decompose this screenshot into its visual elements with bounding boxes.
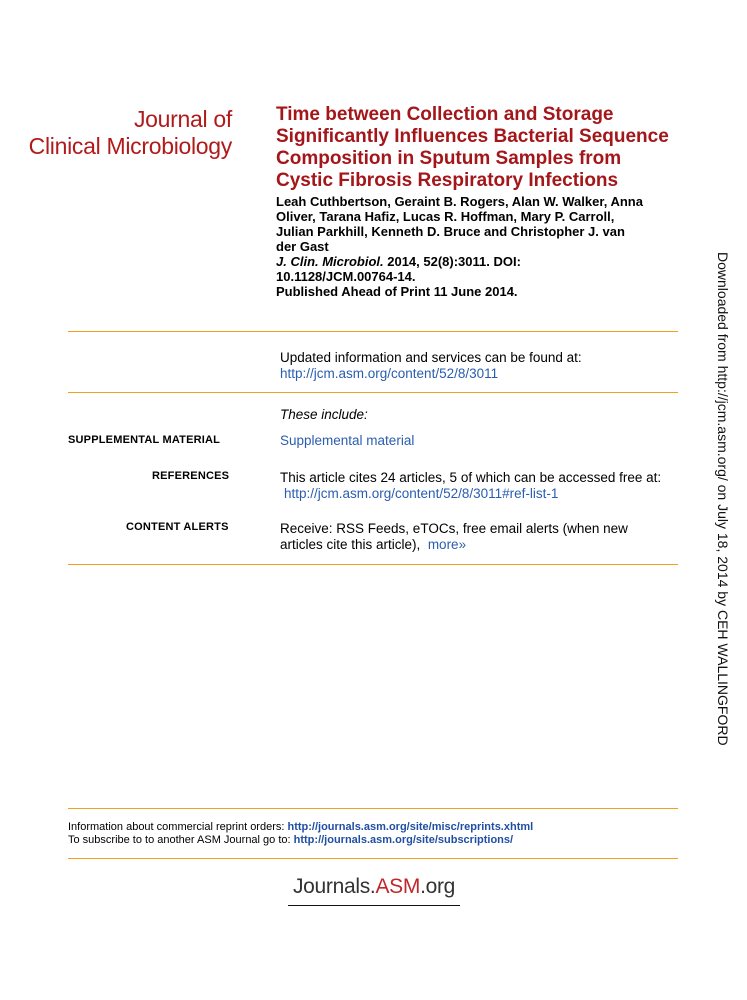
supplemental-label: SUPPLEMENTAL MATERIAL [68, 434, 221, 446]
divider-footer-bottom [68, 858, 678, 859]
brand-underline [288, 905, 460, 906]
divider-footer-top [68, 808, 678, 809]
brand-suffix: .org [420, 875, 456, 898]
title-line: Time between Collection and Storage [276, 104, 614, 125]
references-section [280, 470, 690, 502]
journal-name-line1: Journal of [133, 106, 232, 132]
citation-journal: J. Clin. Microbiol. [276, 254, 384, 269]
brand-asm: ASM [375, 875, 421, 898]
journal-name-line2: Clinical Microbiology [28, 133, 232, 159]
author-line: Leah Cuthbertson, Geraint B. Rogers, Alan W. Walker, Anna [276, 194, 643, 209]
reprints-link[interactable]: http://journals.asm.org/site/misc/reprints.xhtml [287, 821, 534, 833]
author-line: der Gast [276, 239, 329, 254]
divider-updates [68, 392, 678, 393]
these-include-heading: These include: [280, 407, 368, 422]
published-date: Published Ahead of Print 11 June 2014. [276, 284, 518, 299]
article-url-link[interactable]: http://jcm.asm.org/content/52/8/3011 [280, 366, 499, 381]
references-text: This article cites 24 articles, 5 of which can be accessed free at: [280, 470, 662, 485]
journals-asm-logo [288, 875, 460, 899]
supplemental-material-link[interactable]: Supplemental material [280, 433, 415, 448]
divider-top [68, 331, 678, 332]
footer-info [68, 821, 533, 847]
author-line: Julian Parkhill, Kenneth D. Bruce and Christopher J. van [276, 224, 625, 239]
doi: 10.1128/JCM.00764-14. [276, 269, 416, 284]
title-line: Significantly Influences Bacterial Sequence [276, 126, 669, 147]
authors-block [276, 194, 681, 299]
citation-details: 2014, 52(8):3011. DOI: [383, 254, 521, 269]
brand-prefix: Journals. [292, 875, 376, 898]
download-watermark: Downloaded from http://jcm.asm.org/ on July 18, 2014 by CEH WALLINGFORD [715, 252, 731, 746]
divider-alerts [68, 564, 678, 565]
content-alerts-label: CONTENT ALERTS [126, 521, 229, 533]
subscribe-text: To subscribe to to another ASM Journal go to: [68, 834, 294, 846]
references-label: REFERENCES [152, 470, 230, 482]
citation [276, 254, 681, 269]
reprints-text: Information about commercial reprint orders: [68, 821, 288, 833]
subscriptions-link[interactable]: http://journals.asm.org/site/subscriptions/ [293, 834, 514, 846]
article-title [276, 104, 696, 192]
title-line: Composition in Sputum Samples from [276, 148, 622, 169]
title-line: Cystic Fibrosis Respiratory Infections [276, 170, 619, 191]
updates-section [280, 350, 680, 382]
content-alerts-section [280, 521, 690, 553]
alerts-text-line1: Receive: RSS Feeds, eTOCs, free email alerts (when new [280, 521, 628, 536]
alerts-text-line2: articles cite this article), [280, 537, 421, 552]
journal-logo [29, 106, 232, 160]
references-link[interactable]: http://jcm.asm.org/content/52/8/3011#ref-list-1 [284, 486, 559, 501]
updates-text: Updated information and services can be found at: [280, 350, 582, 365]
author-line: Oliver, Tarana Hafiz, Lucas R. Hoffman, Mary P. Carroll, [276, 209, 615, 224]
more-alerts-link[interactable]: more» [427, 537, 467, 552]
